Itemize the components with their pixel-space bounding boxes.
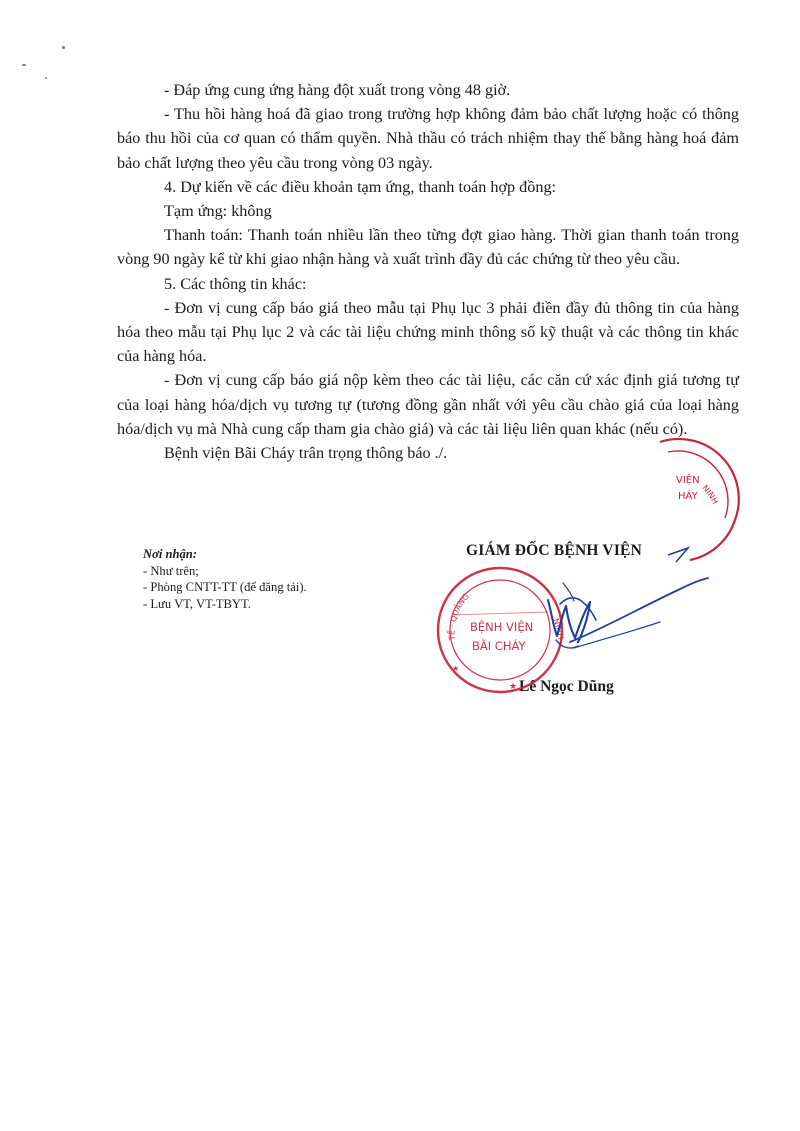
partial-seal-side-text: NINH	[700, 483, 720, 506]
scan-speck	[45, 77, 47, 79]
paragraph-closing: Bệnh viện Bãi Cháy trân trọng thông báo ./.	[164, 444, 448, 463]
paragraph-advance: Tạm ứng: không	[164, 202, 272, 221]
paragraph-urgent-supply: - Đáp ứng cung ứng hàng đột xuất trong vòng 48 giờ.	[164, 81, 511, 99]
partial-seal-line2: HÁY	[678, 491, 698, 502]
seal-star-left: ★	[452, 664, 460, 673]
signature-title: GIÁM ĐỐC BỆNH VIỆN	[466, 542, 642, 559]
recipient-item: - Phòng CNTT-TT (để đăng tải).	[143, 580, 307, 594]
recipient-item: - Lưu VT, VT-TBYT.	[143, 596, 251, 611]
heading-payment-terms: 4. Dự kiến về các điều khoản tạm ứng, thanh toán hợp đồng:	[164, 177, 557, 196]
heading-other-info: 5. Các thông tin khác:	[164, 274, 307, 293]
recipients-block	[143, 546, 393, 612]
partial-seal-line1: VIỆN	[676, 475, 700, 486]
paragraph-payment: Thanh toán: Thanh toán nhiều lần theo từng đợt giao hàng. Thời gian thanh toán trong vòng 90 ngày kể từ khi giao nhận hàng và xuất trình đầy đủ các chứng từ theo yêu cầu.	[117, 226, 739, 269]
seal-main-line1: BỆNH VIỆN	[470, 620, 534, 634]
seal-top-arc-text: TẾ · QUẢNG	[447, 591, 471, 641]
paragraph-quote-form: - Đơn vị cung cấp báo giá theo mẫu tại Phụ lục 3 phải điền đầy đủ thông tin của hàng hóa theo mẫu tại Phụ lục 2 và các tài liệu chứng minh thông số kỹ thuật và các thông tin khác của hàng hóa.	[117, 298, 739, 366]
body-text	[117, 78, 739, 465]
scan-speck	[62, 46, 65, 49]
scan-speck	[22, 64, 26, 66]
seal-star-bottom: ★	[509, 682, 518, 692]
seal-main-line2: BÃI CHÁY	[472, 639, 526, 653]
paragraph-quote-docs: - Đơn vị cung cấp báo giá nộp kèm theo các tài liệu, các căn cứ xác định giá tương tự của loại hàng hóa/dịch vụ tương tự (tương đồng gần nhất với yêu cầu chào giá của loại hàng hóa/dịch vụ mà Nhà cung cấp tham gia chào giá) và các tài liệu liên quan khác (nếu có).	[117, 371, 739, 438]
recipients-title: Nơi nhận:	[143, 547, 198, 561]
signer-name: Lê Ngọc Dũng	[519, 678, 614, 695]
handwritten-signature	[548, 578, 708, 648]
recipient-item: - Như trên;	[143, 563, 199, 578]
seal-side-text: NINH	[551, 617, 566, 640]
hospital-seal-stamp	[438, 568, 565, 692]
paragraph-recall: - Thu hồi hàng hoá đã giao trong trường hợp không đảm bảo chất lượng hoặc có thông báo thu hồi của cơ quan có thẩm quyền. Nhà thầu có trách nhiệm thay thế bằng hàng hoá đảm bảo chất lượng theo yêu cầu trong vòng 03 ngày.	[117, 105, 739, 172]
